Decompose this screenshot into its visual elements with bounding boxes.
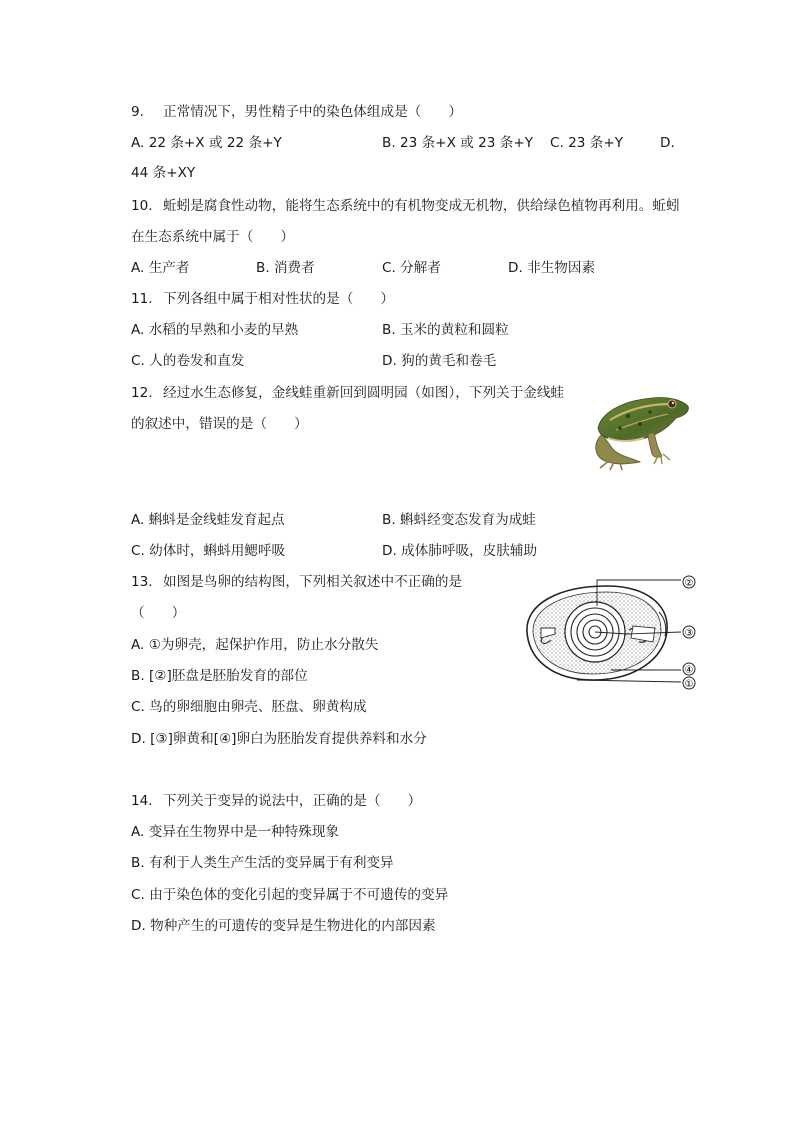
frog-illustration: [588, 384, 694, 472]
question-14-option-b: B. 有利于人类生产生活的变异属于有利变异: [131, 855, 394, 871]
question-10-option-a: A. 生产者: [131, 260, 190, 276]
question-10-option-b: B. 消费者: [256, 260, 315, 276]
question-12-option-d: D. 成体肺呼吸，皮肤辅助: [382, 543, 538, 559]
question-9-option-d-label: D.: [660, 135, 675, 151]
question-13-option-d: D. [③]卵黄和[④]卵白为胚胎发育提供养料和水分: [131, 731, 427, 747]
question-10-stem: 10. 蚯蚓是腐食性动物，能将生态系统中的有机物变成无机物，供给绿色植物再利用。蚯蚓: [131, 198, 680, 214]
question-13-option-a: A. ①为卵壳，起保护作用，防止水分散失: [131, 637, 379, 653]
svg-text:①: ①: [684, 679, 694, 690]
question-14-stem: 14. 下列关于变异的说法中，正确的是（ ）: [131, 793, 422, 809]
question-13-stem: 13. 如图是鸟卵的结构图，下列相关叙述中不正确的是: [131, 574, 463, 590]
question-11-option-b: B. 玉米的黄粒和圆粒: [382, 322, 509, 338]
question-12-stem-cont: 的叙述中，错误的是（ ）: [131, 416, 308, 432]
question-10-option-c: C. 分解者: [382, 260, 441, 276]
question-9-option-b: B. 23 条+X 或 23 条+Y: [382, 135, 534, 151]
question-12-stem: 12. 经过水生态修复，金线蛙重新回到圆明园（如图），下列关于金线蛙: [131, 385, 565, 401]
question-13-option-b: B. [②]胚盘是胚胎发育的部位: [131, 668, 308, 684]
question-9-option-a: A. 22 条+X 或 22 条+Y: [131, 135, 282, 151]
diagram-label-4: [683, 663, 695, 676]
question-14-option-d: D. 物种产生的可遗传的变异是生物进化的内部因素: [131, 918, 436, 934]
question-9-stem: 9. 正常情况下，男性精子中的染色体组成是（ ）: [131, 104, 463, 120]
svg-text:④: ④: [684, 665, 694, 676]
question-13-stem-cont: （ ）: [131, 605, 186, 621]
question-11-option-d: D. 狗的黄毛和卷毛: [382, 353, 497, 369]
bird-egg-structure-diagram: [515, 572, 703, 692]
question-13-option-c: C. 鸟的卵细胞由卵壳、胚盘、卵黄构成: [131, 699, 367, 715]
question-12-option-c: C. 幼体时，蝌蚪用鳃呼吸: [131, 543, 286, 559]
question-12-option-a: A. 蝌蚪是金线蛙发育起点: [131, 512, 285, 528]
diagram-label-2: [683, 576, 695, 589]
question-10-stem-cont: 在生态系统中属于（ ）: [131, 229, 295, 245]
question-14-option-c: C. 由于染色体的变化引起的变异属于不可遗传的变异: [131, 887, 449, 903]
question-12-option-b: B. 蝌蚪经变态发育为成蛙: [382, 512, 536, 528]
question-9-option-c: C. 23 条+Y: [550, 135, 624, 151]
svg-text:②: ②: [684, 578, 694, 589]
svg-text:③: ③: [684, 628, 694, 639]
question-14-option-a: A. 变异在生物界中是一种特殊现象: [131, 824, 340, 840]
question-11-option-a: A. 水稻的早熟和小麦的早熟: [131, 322, 299, 338]
diagram-label-3: [683, 626, 695, 639]
diagram-label-1: [683, 677, 695, 690]
question-9-option-d-text: 44 条+XY: [131, 165, 196, 181]
question-11-stem: 11. 下列各组中属于相对性状的是（ ）: [131, 291, 395, 307]
question-10-option-d: D. 非生物因素: [508, 260, 596, 276]
question-11-option-c: C. 人的卷发和直发: [131, 353, 245, 369]
